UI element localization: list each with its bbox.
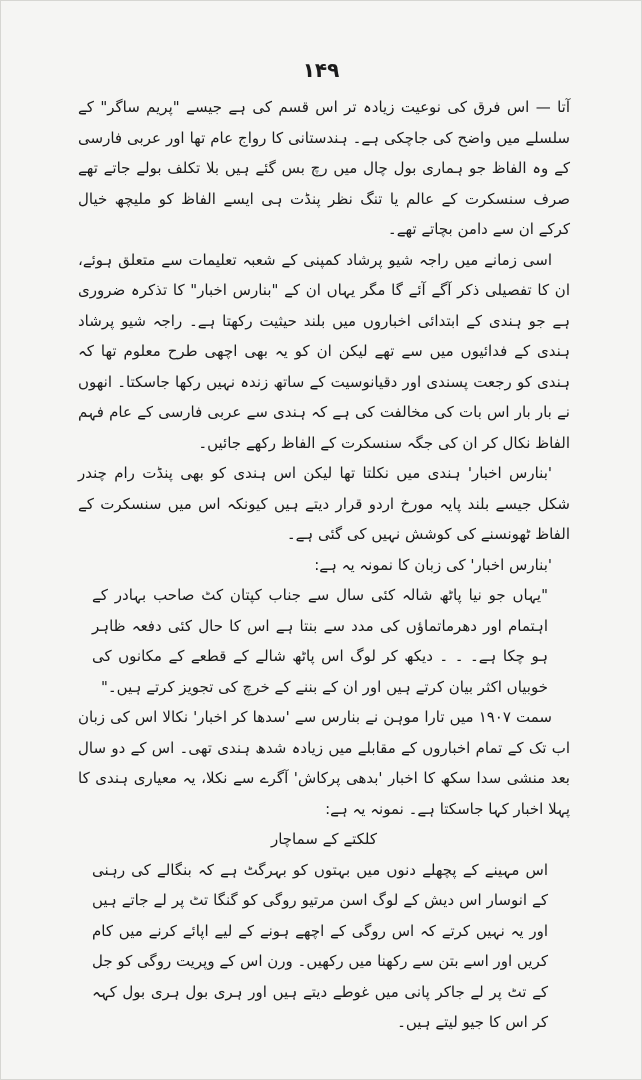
section-heading: کلکتے کے سماچار — [270, 830, 378, 848]
paragraph-5: سمت ۱۹۰۷ میں تارا موہن نے بنارس سے 'سدھا کر اخبار' نکالا اس کی زبان اب تک کے تمام اخباروں کے مقابلے میں زیادہ شدھ ہندی تھی۔ اس کے دو سال بعد منشی سدا سکھ کا اخبار 'بدھی پرکاش' آگرے سے نکلا، یہ معیاری ہندی کا پہلا اخبار کہا جاسکتا ہے۔ نمونہ یہ ہے: — [78, 708, 570, 818]
paragraph-2: اسی زمانے میں راجہ شیو پرشاد کمپنی کے شعبہ تعلیمات سے متعلق ہوئے، ان کا تفصیلی ذکر آگے آئے گا مگر یہاں ان کے "بنارس اخبار" کا تذکرہ ضروری ہے جو ہندی کے ابتدائی اخباروں میں بلند حیثیت رکھتا ہے۔ راجہ شیو پرشاد ہندی کے فدائیوں میں سے تھے لیکن ان کو یہ بھی اچھی طرح معلوم تھا کہ ہندی کو رجعت پسندی اور دقیانوسیت کے ساتھ زندہ نہیں رکھا جاسکتا۔ انھوں نے بار بار اس بات کی مخالفت کی ہے کہ ہندی سے عربی فارسی کے عام فہم الفاظ نکال کر ان کی جگہ سنسکرت کے الفاظ رکھے جائیں۔ — [78, 250, 570, 452]
quoted-passage-1: "یہاں جو نیا پاٹھ شالہ کئی سال سے جناب کپتان کٹ صاحب بہادر کے اہتمام اور دھرماتماؤں کی مدد سے بنتا ہے اس کا حال کئی دفعہ ظاہر ہو چکا ہے۔ ۔ ۔ دیکھ کر لوگ اس پاٹھ شالے کے قطعے کے مکانوں کی خوبیاں اکثر بیان کرتے ہیں اور ان کے بننے کے خرچ کی تجویز کرتے ہیں۔" — [92, 586, 548, 696]
paragraph-4: 'بنارس اخبار' کی زبان کا نمونہ یہ ہے: — [314, 555, 552, 574]
paragraph-1: آتا — اس فرق کی نوعیت زیادہ تر اس قسم کی ہے جیسے "پریم ساگر" کے سلسلے میں واضح کی جاچکی ہے۔ ہندستانی کا رواج عام تھا اور عربی فارسی کے وہ الفاظ جو ہماری بول چال میں رچ بس گئے ہیں بلا تکلف بولے جاتے تھے صرف سنسکرت کے عالم یا تنگ نظر پنڈت ہی ایسے الفاظ کو ملیچھ خیال کرکے ان سے دامن بچاتے تھے۔ — [78, 98, 570, 238]
page-body — [78, 92, 570, 1038]
quoted-passage-2: اس مہینے کے پچھلے دنوں میں بہتوں کو بہرگٹ ہے کہ بنگالے کی رہنی کے انوسار اس دیش کے لوگ اسن مرتیو روگی کو گنگا تٹ پر لے جاتے ہیں اور یہ نہیں کرتے کہ اس روگی کے اچھے ہونے کے لیے اپائے کرنے میں کام کریں اور اسے بتن سے رکھنا میں رکھیں۔ ورن اس کے وپریت روگی کو جل کے تٹ پر لے جاکر پانی میں غوطے دیتے ہیں اور ہری بول ہری بول کہہ کر اس کا جیو لیتے ہیں۔ — [92, 860, 548, 1031]
page-number: ۱۴۹ — [302, 58, 340, 82]
paragraph-3: 'بنارس اخبار' ہندی میں نکلتا تھا لیکن اس ہندی کو بھی پنڈت رام چندر شکل جیسے بلند پایہ مورخ اردو قرار دیتے ہیں کیونکہ اس میں سنسکرت کے الفاظ ٹھونسنے کی کوشش نہیں کی گئی ہے۔ — [78, 464, 570, 543]
